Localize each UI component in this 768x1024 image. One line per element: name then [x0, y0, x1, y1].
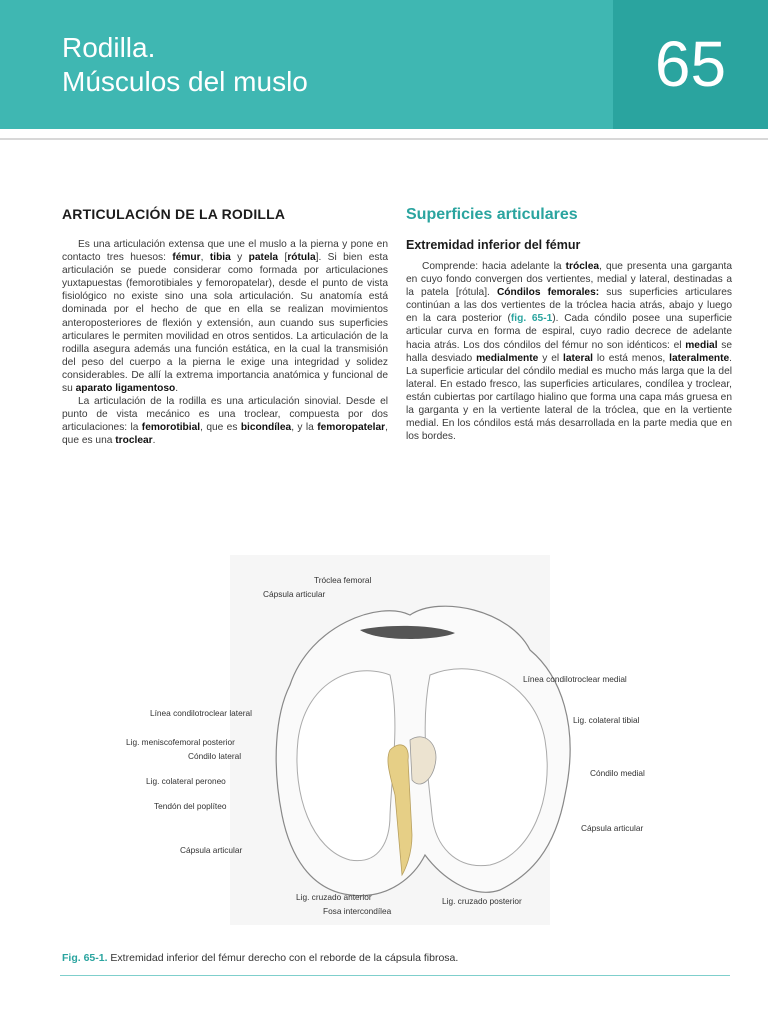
chapter-title-line1: Rodilla.: [62, 32, 156, 63]
label-lig-meniscofemoral: Lig. meniscofemoral posterior: [126, 737, 235, 747]
section-heading-articulacion: ARTICULACIÓN DE LA RODILLA: [62, 206, 286, 222]
figure-caption: [62, 952, 732, 964]
label-fosa-intercondilea: Fosa intercondílea: [323, 906, 392, 916]
paragraph-intro: Es una articulación extensa que une el muslo a la pierna y pone en contacto tres huesos: fémur, tibia y patela [rótula]. Si bien esta articulación se puede considerar como formada por articulaciones yuxtapuestas (femorotibiales y femoropatelar), desde el punto de vista fisiológico no existe sino una sola articulación. Su anatomía está dominada por el hecho de que en ella se realizan movimientos anteroposteriores de flexión y extensión, aun cuando sus superficies articulares le permiten movilidad en otros sentidos. La articulación de la rodilla asegura además una función estática, en la cual la transmisión del peso del cuerpo a la pierna le exige una integridad y solidez considerables. De allí la extrema importancia anatómica y funcional de su aparato ligamentoso.: [62, 239, 389, 395]
label-lig-colateral-tibial: Lig. colateral tibial: [573, 715, 640, 725]
bold-term: troclear: [115, 435, 153, 447]
bold-term: Cóndilos femorales:: [496, 287, 600, 299]
left-column: [62, 206, 388, 448]
bold-term: aparato ligamentoso: [75, 383, 176, 395]
label-linea-condilotroclear-medial: Línea condilotroclear medial: [523, 674, 627, 684]
section-heading-superficies: Superficies articulares: [406, 206, 578, 223]
bold-term: tibia: [209, 252, 231, 264]
label-troclea-femoral: Tróclea femoral: [314, 575, 372, 585]
bold-term: bicondílea: [240, 422, 292, 434]
paragraph-sinovial: La articulación de la rodilla es una articulación sinovial. Desde el punto de vista mecánico es una troclear, compuesta por dos articulaciones: la femorotibial, que es bicondílea, y la femoropatelar, que es una troclear.: [62, 396, 388, 447]
chapter-title: [62, 31, 308, 99]
label-tendon-popliteo: Tendón del poplíteo: [154, 801, 227, 811]
paragraph-femur: Comprende: hacia adelante la tróclea, que presenta una garganta en cuyo fondo convergen dos vertientes, medial y lateral, destinadas a la patela [rótula]. Cóndilos femorales: sus superficies articulares continúan a las dos vertientes de la tróclea hacia atrás, abajo y luego en la cara posterior (fig. 65-1). Cada cóndilo posee una superficie articular curva en forma de espiral, cuyo radio decrece de adelante hacia atrás. Los dos cóndilos del fémur no son idénticos: el medial se halla desviado medialmente y el lateral lo está menos, lateralmente. La superficie articular del cóndilo medial es mucho más larga que la del lateral. En estado fresco, las superficies articulares, condílea y troclear, están cubiertas por cartílago hialino que forma una capa más gruesa en la garganta y en la vertiente lateral de la tróclea, que en la vertiente medial. En los cóndilos está más desarrollada en la parte media que en los bordes.: [406, 261, 733, 443]
bold-term: rótula: [287, 252, 316, 264]
figure-reference-link[interactable]: fig. 65-1: [510, 313, 553, 325]
bold-term: medial: [685, 339, 718, 351]
subheading-extremidad: Extremidad inferior del fémur: [406, 238, 581, 252]
figure-femur-illustration: [60, 555, 720, 925]
figure-number: Fig. 65-1.: [62, 952, 108, 964]
bold-term: fémur: [172, 252, 201, 264]
label-condilo-medial: Cóndilo medial: [590, 768, 645, 778]
bold-term: medialmente: [476, 352, 539, 364]
bold-term: femorotibial: [141, 422, 201, 434]
bold-term: tróclea: [565, 261, 600, 272]
chapter-number: 65: [654, 28, 727, 100]
label-lig-cruzado-posterior: Lig. cruzado posterior: [442, 896, 522, 906]
bold-term: lateralmente: [669, 352, 730, 364]
bold-term: lateral: [563, 352, 594, 364]
bold-term: patela: [248, 252, 279, 264]
footer-divider: [60, 975, 730, 976]
label-linea-condilotroclear-lateral: Línea condilotroclear lateral: [150, 708, 252, 718]
label-capsula-articular-top: Cápsula articular: [263, 589, 326, 599]
label-condilo-lateral: Cóndilo lateral: [188, 751, 242, 761]
label-capsula-articular-right: Cápsula articular: [581, 823, 644, 833]
bold-term: femoropatelar: [317, 422, 386, 434]
header-divider: [0, 138, 768, 140]
label-lig-colateral-peroneo: Lig. colateral peroneo: [146, 776, 226, 786]
chapter-title-line2: Músculos del muslo: [62, 66, 308, 97]
figure-caption-text: Extremidad inferior del fémur derecho con el reborde de la cápsula fibrosa.: [107, 952, 459, 964]
label-lig-cruzado-anterior: Lig. cruzado anterior: [296, 892, 372, 902]
label-capsula-articular-left: Cápsula articular: [180, 845, 243, 855]
right-column: [406, 206, 732, 443]
